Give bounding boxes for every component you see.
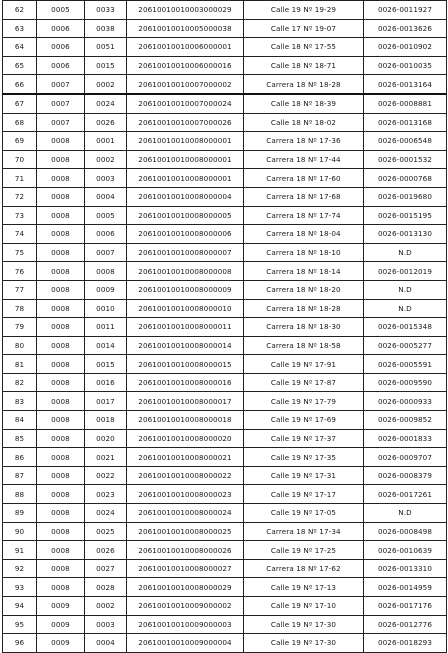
- block-cell: 0009: [37, 597, 85, 616]
- block-cell: 0009: [37, 634, 85, 653]
- row-number-cell: 93: [3, 578, 37, 597]
- row-number-cell: 87: [3, 466, 37, 485]
- block-cell: 0008: [37, 299, 85, 318]
- registration-cell: 0026-0014959: [364, 578, 447, 597]
- table-row: [3, 38, 447, 57]
- cadastral-code-cell: 20610010010008000001: [127, 132, 244, 151]
- block-cell: 0008: [37, 466, 85, 485]
- table-row: [3, 504, 447, 523]
- table-row: [3, 206, 447, 225]
- row-number-cell: 85: [3, 429, 37, 448]
- cadastral-code-cell: 20610010010007000024: [127, 94, 244, 113]
- registration-cell: 0026-0008881: [364, 94, 447, 113]
- registration-cell: 0026-0008379: [364, 466, 447, 485]
- table-row: [3, 150, 447, 169]
- cadastral-code-cell: 20610010010008000006: [127, 225, 244, 244]
- block-cell: 0008: [37, 522, 85, 541]
- registration-cell: 0026-0012776: [364, 615, 447, 634]
- row-number-cell: 79: [3, 318, 37, 337]
- block-cell: 0005: [37, 1, 85, 20]
- address-cell: Calle 19 Nº 17-79: [244, 392, 364, 411]
- block-cell: 0008: [37, 280, 85, 299]
- cadastral-code-cell: 20610010010008000022: [127, 466, 244, 485]
- table-row: [3, 336, 447, 355]
- row-number-cell: 78: [3, 299, 37, 318]
- table-row: [3, 262, 447, 281]
- block-cell: 0008: [37, 504, 85, 523]
- lot-cell: 0016: [85, 373, 127, 392]
- table-body: [3, 1, 447, 653]
- table-row: [3, 615, 447, 634]
- registration-cell: 0026-0010902: [364, 38, 447, 57]
- registration-cell: 0026-0005591: [364, 355, 447, 374]
- table-row: [3, 1, 447, 20]
- address-cell: Calle 19 Nº 17-30: [244, 634, 364, 653]
- cadastral-code-cell: 20610010010008000016: [127, 373, 244, 392]
- row-number-cell: 88: [3, 485, 37, 504]
- registration-cell: 0026-0013130: [364, 225, 447, 244]
- lot-cell: 0009: [85, 280, 127, 299]
- registration-cell: 0026-0011927: [364, 1, 447, 20]
- lot-cell: 0038: [85, 19, 127, 38]
- registration-cell: N.D: [364, 243, 447, 262]
- registration-cell: 0026-0015348: [364, 318, 447, 337]
- lot-cell: 0022: [85, 466, 127, 485]
- lot-cell: 0024: [85, 94, 127, 113]
- row-number-cell: 89: [3, 504, 37, 523]
- block-cell: 0008: [37, 225, 85, 244]
- registration-cell: 0026-0009852: [364, 411, 447, 430]
- row-number-cell: 76: [3, 262, 37, 281]
- table-row: [3, 19, 447, 38]
- row-number-cell: 80: [3, 336, 37, 355]
- cadastral-code-cell: 20610010010009000003: [127, 615, 244, 634]
- table-row: [3, 392, 447, 411]
- table-row: [3, 485, 447, 504]
- block-cell: 0008: [37, 150, 85, 169]
- lot-cell: 0026: [85, 113, 127, 132]
- row-number-cell: 94: [3, 597, 37, 616]
- lot-cell: 0004: [85, 187, 127, 206]
- block-cell: 0008: [37, 448, 85, 467]
- block-cell: 0008: [37, 132, 85, 151]
- address-cell: Calle 19 Nº 17-91: [244, 355, 364, 374]
- registration-cell: 0026-0013168: [364, 113, 447, 132]
- lot-cell: 0008: [85, 262, 127, 281]
- block-cell: 0009: [37, 615, 85, 634]
- registration-cell: 0026-0006548: [364, 132, 447, 151]
- address-cell: Carrera 18 Nº 17-68: [244, 187, 364, 206]
- address-cell: Carrera 18 Nº 17-36: [244, 132, 364, 151]
- table-row: [3, 318, 447, 337]
- block-cell: 0008: [37, 187, 85, 206]
- table-row: [3, 448, 447, 467]
- cadastral-code-cell: 20610010010008000015: [127, 355, 244, 374]
- lot-cell: 0051: [85, 38, 127, 57]
- cadastral-code-cell: 20610010010008000025: [127, 522, 244, 541]
- table-row: [3, 243, 447, 262]
- cadastral-code-cell: 20610010010003000029: [127, 1, 244, 20]
- cadastral-code-cell: 20610010010008000008: [127, 262, 244, 281]
- block-cell: 0008: [37, 169, 85, 188]
- row-number-cell: 70: [3, 150, 37, 169]
- cadastral-code-cell: 20610010010009000002: [127, 597, 244, 616]
- cadastral-code-cell: 20610010010007000026: [127, 113, 244, 132]
- row-number-cell: 63: [3, 19, 37, 38]
- table-row: [3, 634, 447, 653]
- lot-cell: 0006: [85, 225, 127, 244]
- address-cell: Calle 19 Nº 17-13: [244, 578, 364, 597]
- block-cell: 0006: [37, 19, 85, 38]
- address-cell: Carrera 18 Nº 18-28: [244, 75, 364, 94]
- address-cell: Carrera 18 Nº 17-74: [244, 206, 364, 225]
- registration-cell: 0026-0001532: [364, 150, 447, 169]
- address-cell: Carrera 18 Nº 18-30: [244, 318, 364, 337]
- table-row: [3, 522, 447, 541]
- cadastral-code-cell: 20610010010008000023: [127, 485, 244, 504]
- block-cell: 0008: [37, 411, 85, 430]
- address-cell: Carrera 18 Nº 17-44: [244, 150, 364, 169]
- table-row: [3, 169, 447, 188]
- table-row: [3, 94, 447, 113]
- address-cell: Calle 18 Nº 18-39: [244, 94, 364, 113]
- row-number-cell: 77: [3, 280, 37, 299]
- address-cell: Carrera 18 Nº 18-10: [244, 243, 364, 262]
- registration-cell: 0026-0013310: [364, 559, 447, 578]
- cadastral-code-cell: 20610010010008000011: [127, 318, 244, 337]
- table-row: [3, 280, 447, 299]
- cadastral-code-cell: 20610010010008000027: [127, 559, 244, 578]
- block-cell: 0008: [37, 243, 85, 262]
- registration-cell: 0026-0009590: [364, 373, 447, 392]
- address-cell: Calle 18 Nº 18-71: [244, 56, 364, 75]
- registration-cell: 0026-0019680: [364, 187, 447, 206]
- address-cell: Calle 19 Nº 17-87: [244, 373, 364, 392]
- cadastral-code-cell: 20610010010008000004: [127, 187, 244, 206]
- registration-cell: 0026-0017176: [364, 597, 447, 616]
- block-cell: 0008: [37, 373, 85, 392]
- address-cell: Calle 19 Nº 17-25: [244, 541, 364, 560]
- row-number-cell: 66: [3, 75, 37, 94]
- lot-cell: 0027: [85, 559, 127, 578]
- row-number-cell: 83: [3, 392, 37, 411]
- registration-cell: 0026-0018293: [364, 634, 447, 653]
- address-cell: Carrera 18 Nº 18-20: [244, 280, 364, 299]
- registration-cell: 0026-0010035: [364, 56, 447, 75]
- block-cell: 0008: [37, 578, 85, 597]
- address-cell: Calle 19 Nº 17-05: [244, 504, 364, 523]
- cadastral-code-cell: 20610010010008000001: [127, 169, 244, 188]
- registration-cell: 0026-0000933: [364, 392, 447, 411]
- address-cell: Calle 19 Nº 17-31: [244, 466, 364, 485]
- cadastral-code-cell: 20610010010008000009: [127, 280, 244, 299]
- address-cell: Calle 19 Nº 17-17: [244, 485, 364, 504]
- address-cell: Carrera 18 Nº 18-58: [244, 336, 364, 355]
- registration-cell: 0026-0008498: [364, 522, 447, 541]
- lot-cell: 0007: [85, 243, 127, 262]
- lot-cell: 0001: [85, 132, 127, 151]
- cadastral-code-cell: 20610010010008000005: [127, 206, 244, 225]
- table-row: [3, 411, 447, 430]
- row-number-cell: 81: [3, 355, 37, 374]
- lot-cell: 0028: [85, 578, 127, 597]
- address-cell: Carrera 18 Nº 18-28: [244, 299, 364, 318]
- row-number-cell: 75: [3, 243, 37, 262]
- address-cell: Calle 18 Nº 17-55: [244, 38, 364, 57]
- registration-cell: 0026-0010639: [364, 541, 447, 560]
- cadastral-code-cell: 20610010010008000010: [127, 299, 244, 318]
- address-cell: Calle 19 Nº 17-35: [244, 448, 364, 467]
- registration-cell: 0026-0015195: [364, 206, 447, 225]
- address-cell: Calle 17 Nº 19-07: [244, 19, 364, 38]
- table-row: [3, 132, 447, 151]
- registration-cell: 0026-0013626: [364, 19, 447, 38]
- row-number-cell: 74: [3, 225, 37, 244]
- address-cell: Calle 19 Nº 17-30: [244, 615, 364, 634]
- block-cell: 0008: [37, 262, 85, 281]
- row-number-cell: 82: [3, 373, 37, 392]
- lot-cell: 0015: [85, 56, 127, 75]
- table-row: [3, 355, 447, 374]
- table-row: [3, 466, 447, 485]
- table-row: [3, 429, 447, 448]
- cadastral-code-cell: 20610010010008000021: [127, 448, 244, 467]
- registration-cell: 0026-0017261: [364, 485, 447, 504]
- address-cell: Carrera 18 Nº 18-14: [244, 262, 364, 281]
- block-cell: 0008: [37, 392, 85, 411]
- lot-cell: 0010: [85, 299, 127, 318]
- cadastral-code-cell: 20610010010008000007: [127, 243, 244, 262]
- block-cell: 0006: [37, 38, 85, 57]
- registration-cell: N.D: [364, 504, 447, 523]
- row-number-cell: 73: [3, 206, 37, 225]
- row-number-cell: 96: [3, 634, 37, 653]
- cadastral-code-cell: 20610010010006000016: [127, 56, 244, 75]
- block-cell: 0008: [37, 485, 85, 504]
- address-cell: Calle 19 Nº 17-37: [244, 429, 364, 448]
- row-number-cell: 72: [3, 187, 37, 206]
- lot-cell: 0018: [85, 411, 127, 430]
- row-number-cell: 65: [3, 56, 37, 75]
- address-cell: Carrera 18 Nº 17-60: [244, 169, 364, 188]
- block-cell: 0006: [37, 56, 85, 75]
- block-cell: 0007: [37, 113, 85, 132]
- lot-cell: 0003: [85, 169, 127, 188]
- lot-cell: 0002: [85, 597, 127, 616]
- address-cell: Calle 19 Nº 17-69: [244, 411, 364, 430]
- lot-cell: 0002: [85, 75, 127, 94]
- block-cell: 0007: [37, 75, 85, 94]
- row-number-cell: 86: [3, 448, 37, 467]
- lot-cell: 0003: [85, 615, 127, 634]
- lot-cell: 0004: [85, 634, 127, 653]
- registration-cell: 0026-0013164: [364, 75, 447, 94]
- row-number-cell: 90: [3, 522, 37, 541]
- block-cell: 0008: [37, 541, 85, 560]
- block-cell: 0008: [37, 559, 85, 578]
- property-registry-table: [2, 0, 447, 653]
- address-cell: Carrera 18 Nº 18-04: [244, 225, 364, 244]
- table-row: [3, 597, 447, 616]
- registration-cell: N.D: [364, 280, 447, 299]
- table-row: [3, 559, 447, 578]
- registration-cell: 0026-0001833: [364, 429, 447, 448]
- table-row: [3, 75, 447, 94]
- cadastral-code-cell: 20610010010008000020: [127, 429, 244, 448]
- row-number-cell: 62: [3, 1, 37, 20]
- cadastral-code-cell: 20610010010008000026: [127, 541, 244, 560]
- registration-cell: 0026-0012019: [364, 262, 447, 281]
- table-row: [3, 187, 447, 206]
- lot-cell: 0002: [85, 150, 127, 169]
- address-cell: Carrera 18 Nº 17-34: [244, 522, 364, 541]
- row-number-cell: 64: [3, 38, 37, 57]
- table-row: [3, 225, 447, 244]
- cadastral-code-cell: 20610010010008000014: [127, 336, 244, 355]
- table-row: [3, 56, 447, 75]
- lot-cell: 0023: [85, 485, 127, 504]
- lot-cell: 0020: [85, 429, 127, 448]
- cadastral-code-cell: 20610010010006000001: [127, 38, 244, 57]
- registration-cell: 0026-0005277: [364, 336, 447, 355]
- lot-cell: 0026: [85, 541, 127, 560]
- lot-cell: 0017: [85, 392, 127, 411]
- lot-cell: 0014: [85, 336, 127, 355]
- cadastral-code-cell: 20610010010009000004: [127, 634, 244, 653]
- row-number-cell: 95: [3, 615, 37, 634]
- cadastral-code-cell: 20610010010008000001: [127, 150, 244, 169]
- row-number-cell: 92: [3, 559, 37, 578]
- lot-cell: 0025: [85, 522, 127, 541]
- row-number-cell: 71: [3, 169, 37, 188]
- block-cell: 0008: [37, 355, 85, 374]
- address-cell: Calle 19 Nº 19-29: [244, 1, 364, 20]
- cadastral-code-cell: 20610010010008000018: [127, 411, 244, 430]
- registration-cell: 0026-0000768: [364, 169, 447, 188]
- block-cell: 0008: [37, 429, 85, 448]
- cadastral-code-cell: 20610010010008000017: [127, 392, 244, 411]
- block-cell: 0008: [37, 318, 85, 337]
- address-cell: Carrera 18 Nº 17-62: [244, 559, 364, 578]
- cadastral-code-cell: 20610010010005000038: [127, 19, 244, 38]
- address-cell: Calle 19 Nº 17-10: [244, 597, 364, 616]
- row-number-cell: 91: [3, 541, 37, 560]
- row-number-cell: 84: [3, 411, 37, 430]
- lot-cell: 0021: [85, 448, 127, 467]
- address-cell: Calle 18 Nº 18-02: [244, 113, 364, 132]
- block-cell: 0008: [37, 206, 85, 225]
- lot-cell: 0005: [85, 206, 127, 225]
- cadastral-code-cell: 20610010010008000024: [127, 504, 244, 523]
- block-cell: 0007: [37, 94, 85, 113]
- registration-cell: N.D: [364, 299, 447, 318]
- table-row: [3, 578, 447, 597]
- table-row: [3, 113, 447, 132]
- lot-cell: 0033: [85, 1, 127, 20]
- row-number-cell: 67: [3, 94, 37, 113]
- cadastral-code-cell: 20610010010008000029: [127, 578, 244, 597]
- row-number-cell: 69: [3, 132, 37, 151]
- table-row: [3, 299, 447, 318]
- block-cell: 0008: [37, 336, 85, 355]
- table-row: [3, 373, 447, 392]
- registration-cell: 0026-0009707: [364, 448, 447, 467]
- lot-cell: 0024: [85, 504, 127, 523]
- row-number-cell: 68: [3, 113, 37, 132]
- cadastral-code-cell: 20610010010007000002: [127, 75, 244, 94]
- lot-cell: 0011: [85, 318, 127, 337]
- lot-cell: 0015: [85, 355, 127, 374]
